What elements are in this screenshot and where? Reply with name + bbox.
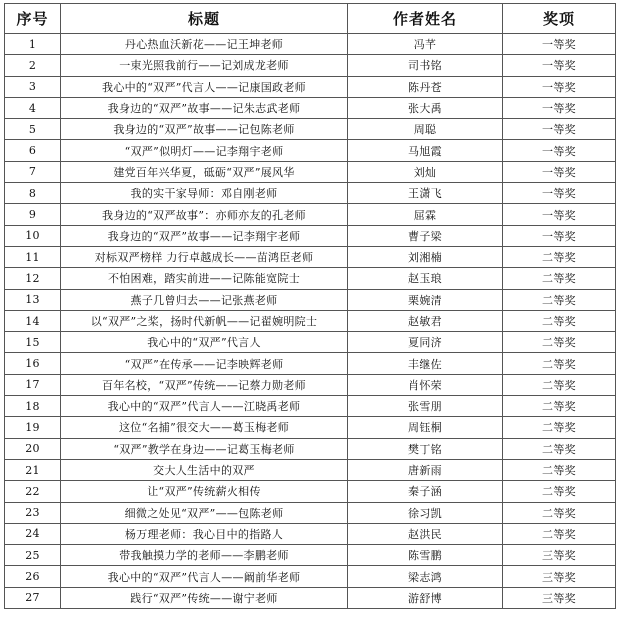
table-row xyxy=(5,97,616,118)
row-award: 二等奖 xyxy=(503,523,616,544)
row-award: 二等奖 xyxy=(503,289,616,310)
row-award: 一等奖 xyxy=(503,76,616,97)
row-title: 我心中的“双严”代言人 xyxy=(61,332,348,353)
row-award: 二等奖 xyxy=(503,417,616,438)
row-award: 二等奖 xyxy=(503,396,616,417)
row-number: 7 xyxy=(5,161,61,182)
row-number: 11 xyxy=(5,246,61,267)
row-title: 我心中的“双严”代言人——阚前华老师 xyxy=(61,566,348,587)
row-award: 三等奖 xyxy=(503,587,616,608)
row-title: 对标双严榜样 力行卓越成长——苗鸿臣老师 xyxy=(61,246,348,267)
row-number: 14 xyxy=(5,310,61,331)
table-row xyxy=(5,417,616,438)
table-row xyxy=(5,268,616,289)
row-title: 杨万理老师：我心目中的指路人 xyxy=(61,523,348,544)
table-row xyxy=(5,481,616,502)
header-row xyxy=(5,4,616,34)
row-title: 我身边的“双严”故事——记包陈老师 xyxy=(61,119,348,140)
table-row xyxy=(5,55,616,76)
row-number: 12 xyxy=(5,268,61,289)
row-number: 1 xyxy=(5,34,61,55)
row-title: 燕子几曾归去——记张燕老师 xyxy=(61,289,348,310)
row-title: 丹心热血沃新花——记王坤老师 xyxy=(61,34,348,55)
row-author: 刘湘楠 xyxy=(348,246,503,267)
row-title: 带我触摸力学的老师——李鹏老师 xyxy=(61,545,348,566)
row-number: 2 xyxy=(5,55,61,76)
table-row xyxy=(5,332,616,353)
row-number: 21 xyxy=(5,459,61,480)
row-number: 16 xyxy=(5,353,61,374)
table-row xyxy=(5,140,616,161)
row-award: 二等奖 xyxy=(503,374,616,395)
row-award: 二等奖 xyxy=(503,268,616,289)
table-row xyxy=(5,183,616,204)
row-number: 25 xyxy=(5,545,61,566)
row-number: 23 xyxy=(5,502,61,523)
table-row xyxy=(5,374,616,395)
table-row xyxy=(5,523,616,544)
table-row xyxy=(5,246,616,267)
row-award: 二等奖 xyxy=(503,459,616,480)
row-award: 二等奖 xyxy=(503,246,616,267)
page-edge-mark xyxy=(616,305,620,317)
table-row xyxy=(5,34,616,55)
row-award: 一等奖 xyxy=(503,119,616,140)
table-body xyxy=(5,34,616,609)
row-award: 一等奖 xyxy=(503,34,616,55)
table-row xyxy=(5,438,616,459)
row-author: 张大禹 xyxy=(348,97,503,118)
table-row xyxy=(5,353,616,374)
row-number: 18 xyxy=(5,396,61,417)
row-author: 夏同济 xyxy=(348,332,503,353)
row-award: 二等奖 xyxy=(503,310,616,331)
row-title: 让“双严”传统薪火相传 xyxy=(61,481,348,502)
row-author: 栗婉清 xyxy=(348,289,503,310)
row-author: 曹子梁 xyxy=(348,225,503,246)
row-title: 我心中的“双严”代言人——记康国政老师 xyxy=(61,76,348,97)
row-award: 一等奖 xyxy=(503,225,616,246)
row-author: 周聪 xyxy=(348,119,503,140)
row-author: 王潇飞 xyxy=(348,183,503,204)
table-row xyxy=(5,310,616,331)
header-award: 奖项 xyxy=(503,4,616,34)
row-title: 这位“名捕”很交大——葛玉梅老师 xyxy=(61,417,348,438)
row-title: “双严”教学在身边——记葛玉梅老师 xyxy=(61,438,348,459)
row-author: 屈霖 xyxy=(348,204,503,225)
table-row xyxy=(5,502,616,523)
row-title: 我身边的“双严”故事——记李翔宇老师 xyxy=(61,225,348,246)
header-title: 标题 xyxy=(61,4,348,34)
row-number: 27 xyxy=(5,587,61,608)
row-title: 我身边的“双严故事”：亦师亦友的孔老师 xyxy=(61,204,348,225)
row-title: 我身边的“双严”故事——记朱志武老师 xyxy=(61,97,348,118)
table-row xyxy=(5,545,616,566)
row-title: 不怕困难，踏实前进——记陈能宽院士 xyxy=(61,268,348,289)
row-award: 二等奖 xyxy=(503,502,616,523)
table-row xyxy=(5,459,616,480)
row-number: 9 xyxy=(5,204,61,225)
row-number: 24 xyxy=(5,523,61,544)
row-title: 我的实干家导师：邓自刚老师 xyxy=(61,183,348,204)
row-author: 赵玉琅 xyxy=(348,268,503,289)
header-author: 作者姓名 xyxy=(348,4,503,34)
row-number: 20 xyxy=(5,438,61,459)
row-title: 践行“双严”传统——谢宁老师 xyxy=(61,587,348,608)
row-award: 三等奖 xyxy=(503,566,616,587)
row-award: 一等奖 xyxy=(503,140,616,161)
row-number: 3 xyxy=(5,76,61,97)
row-title: 一束光照我前行——记刘成龙老师 xyxy=(61,55,348,76)
row-author: 梁志鸿 xyxy=(348,566,503,587)
row-author: 马旭霞 xyxy=(348,140,503,161)
row-award: 一等奖 xyxy=(503,204,616,225)
row-title: “双严”似明灯——记李翔宇老师 xyxy=(61,140,348,161)
row-author: 徐习凯 xyxy=(348,502,503,523)
row-number: 5 xyxy=(5,119,61,140)
row-author: 陈雪鹏 xyxy=(348,545,503,566)
row-number: 8 xyxy=(5,183,61,204)
row-title: 细微之处见“双严”——包陈老师 xyxy=(61,502,348,523)
row-award: 二等奖 xyxy=(503,353,616,374)
row-author: 丰继佐 xyxy=(348,353,503,374)
row-author: 周钰桐 xyxy=(348,417,503,438)
table-row xyxy=(5,566,616,587)
row-author: 游舒博 xyxy=(348,587,503,608)
row-author: 樊丁铭 xyxy=(348,438,503,459)
row-author: 冯芊 xyxy=(348,34,503,55)
row-number: 22 xyxy=(5,481,61,502)
row-number: 26 xyxy=(5,566,61,587)
row-award: 一等奖 xyxy=(503,161,616,182)
row-author: 赵洪民 xyxy=(348,523,503,544)
table-row xyxy=(5,161,616,182)
row-title: 我心中的“双严”代言人——江晓禹老师 xyxy=(61,396,348,417)
row-award: 一等奖 xyxy=(503,97,616,118)
row-number: 17 xyxy=(5,374,61,395)
row-number: 15 xyxy=(5,332,61,353)
row-author: 肖怀荣 xyxy=(348,374,503,395)
row-award: 二等奖 xyxy=(503,438,616,459)
table-row xyxy=(5,76,616,97)
row-number: 4 xyxy=(5,97,61,118)
table-row xyxy=(5,204,616,225)
table-row xyxy=(5,119,616,140)
awards-table xyxy=(4,3,616,609)
row-author: 秦子涵 xyxy=(348,481,503,502)
row-title: “双严”在传承——记李映辉老师 xyxy=(61,353,348,374)
row-award: 二等奖 xyxy=(503,332,616,353)
row-title: 建党百年兴华夏，砥砺“双严”展风华 xyxy=(61,161,348,182)
table-row xyxy=(5,225,616,246)
row-author: 司书铭 xyxy=(348,55,503,76)
row-number: 19 xyxy=(5,417,61,438)
row-author: 赵敏君 xyxy=(348,310,503,331)
row-author: 张雪朋 xyxy=(348,396,503,417)
table-row xyxy=(5,396,616,417)
row-title: 百年名校，“双严”传统——记蔡力勋老师 xyxy=(61,374,348,395)
row-number: 6 xyxy=(5,140,61,161)
header-number: 序号 xyxy=(5,4,61,34)
row-number: 10 xyxy=(5,225,61,246)
table-row xyxy=(5,587,616,608)
row-award: 一等奖 xyxy=(503,183,616,204)
row-title: 交大人生活中的双严 xyxy=(61,459,348,480)
row-author: 陈丹苍 xyxy=(348,76,503,97)
row-author: 唐新雨 xyxy=(348,459,503,480)
row-award: 三等奖 xyxy=(503,545,616,566)
row-award: 二等奖 xyxy=(503,481,616,502)
row-author: 刘灿 xyxy=(348,161,503,182)
row-number: 13 xyxy=(5,289,61,310)
row-award: 一等奖 xyxy=(503,55,616,76)
row-title: 以“双严”之桨，扬时代新帆——记翟婉明院士 xyxy=(61,310,348,331)
table-row xyxy=(5,289,616,310)
